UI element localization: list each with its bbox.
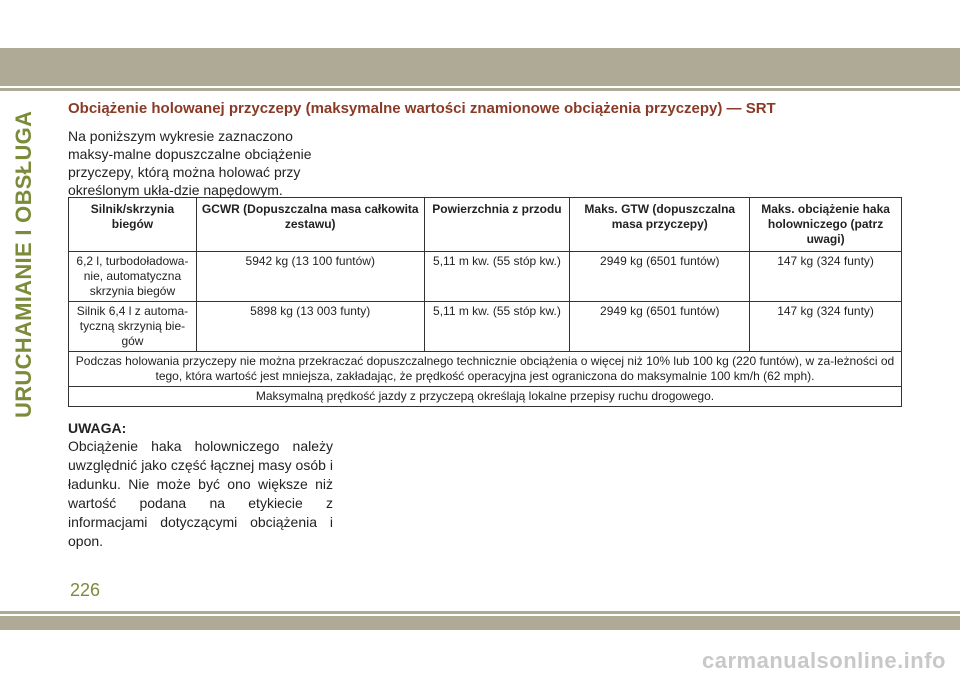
cell-gcwr: 5942 kg (13 100 funtów) — [196, 252, 424, 302]
table-header-row — [69, 198, 902, 252]
cell-frontal-area: 5,11 m kw. (55 stóp kw.) — [424, 252, 570, 302]
cell-engine: 6,2 l, turbodoładowa-nie, automatyczna skrzynia biegów — [69, 252, 197, 302]
intro-paragraph: Na poniższym wykresie zaznaczono maksy-malne dopuszczalne obciążenie przyczepy, którą można holować przy określonym ukła-dzie napędowym. — [68, 128, 312, 198]
header-engine: Silnik/skrzynia biegów — [69, 198, 197, 252]
table-row — [69, 302, 902, 352]
watermark: carmanualsonline.info — [702, 648, 946, 673]
cell-gcwr: 5898 kg (13 003 funty) — [196, 302, 424, 352]
cell-tongue-weight: 147 kg (324 funty) — [750, 302, 902, 352]
header-frontal-area: Powierzchnia z przodu — [424, 198, 570, 252]
section-title: Obciążenie holowanej przyczepy (maksymalne wartości znamionowe obciążenia przyczepy) — SRT — [68, 100, 776, 117]
cell-engine: Silnik 6,4 l z automa-tyczną skrzynią bie-gów — [69, 302, 197, 352]
header-max-gtw: Maks. GTW (dopuszczalna masa przyczepy) — [570, 198, 750, 252]
note-paragraph: Obciążenie haka holowniczego należy uwzględnić jako część łącznej masy osób i ładunku. Nie może być ono większe niż wartość podana na etykiecie z informacjami dotyczącymi obciążenia i opon. — [68, 438, 333, 549]
note-heading: UWAGA: — [68, 420, 127, 436]
footer-rule — [0, 611, 960, 614]
table-note-overload: Podczas holowania przyczepy nie można przekraczać dopuszczalnego technicznie obciążenia o więcej niż 10% lub 100 kg (220 funtów), w za-leżności od tego, która wartość jest mniejsza, zakładając, że prędkość operacyjna jest ograniczona do maksymalnie 100 km/h (62 mph). — [69, 352, 902, 387]
table-row — [69, 252, 902, 302]
page-number: 226 — [70, 580, 101, 600]
table-note-row — [69, 352, 902, 387]
header-rule — [0, 88, 960, 91]
cell-tongue-weight: 147 kg (324 funty) — [750, 252, 902, 302]
header-band — [0, 48, 960, 86]
cell-max-gtw: 2949 kg (6501 funtów) — [570, 252, 750, 302]
towing-spec-table — [68, 197, 902, 407]
header-tongue-weight: Maks. obciążenie haka holowniczego (patrz uwagi) — [750, 198, 902, 252]
cell-frontal-area: 5,11 m kw. (55 stóp kw.) — [424, 302, 570, 352]
footer-band — [0, 616, 960, 630]
table-note-speed: Maksymalną prędkość jazdy z przyczepą określają lokalne przepisy ruchu drogowego. — [69, 387, 902, 407]
cell-max-gtw: 2949 kg (6501 funtów) — [570, 302, 750, 352]
section-side-label: URUCHAMIANIE I OBSŁUGA — [11, 110, 36, 418]
header-gcwr: GCWR (Dopuszczalna masa całkowita zestawu) — [196, 198, 424, 252]
table-note-row — [69, 387, 902, 407]
